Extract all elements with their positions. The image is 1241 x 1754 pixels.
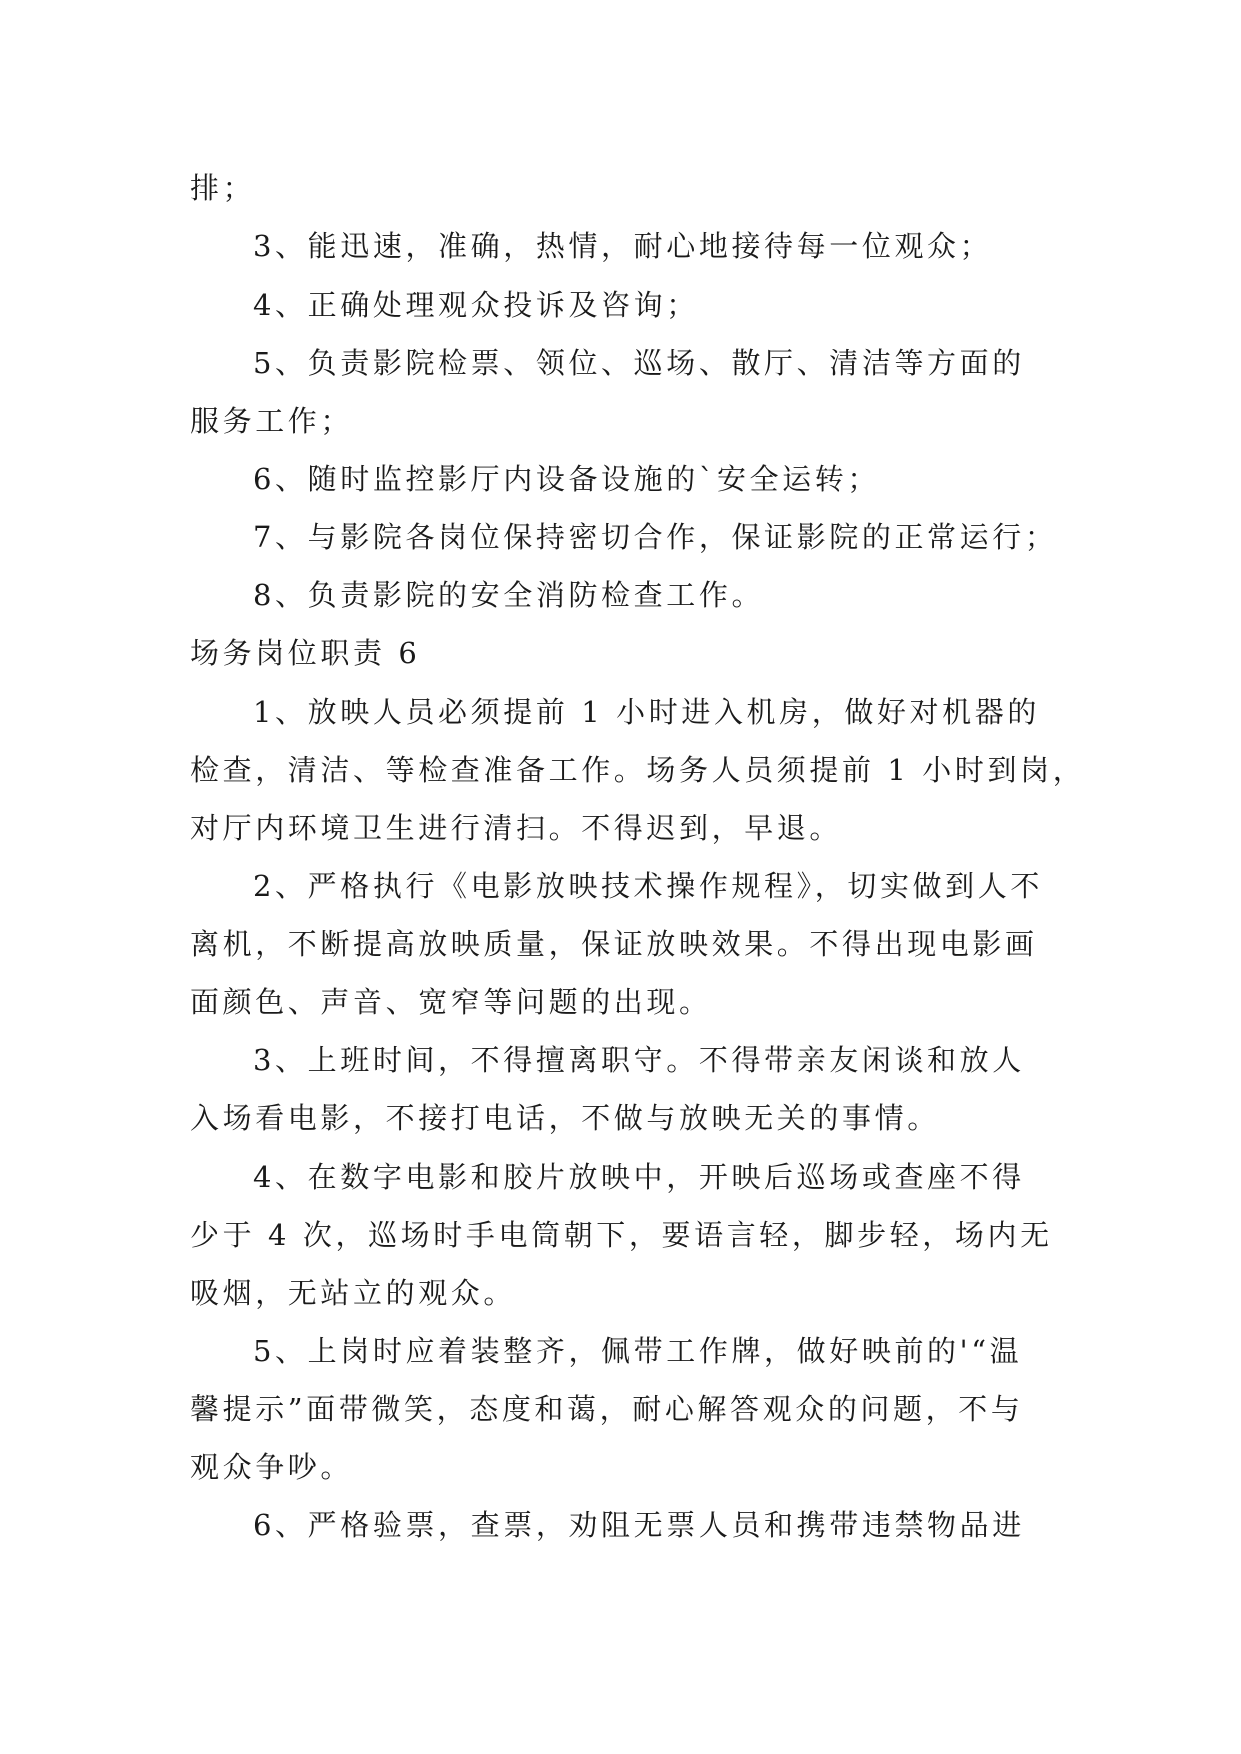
text-line: 对厅内环境卫生进行清扫。不得迟到，早退。 (190, 811, 843, 845)
list-item: 5、上岗时应着装整齐，佩带工作牌，做好映前的'“温 (253, 1334, 1023, 1368)
text-line: 少于 4 次，巡场时手电筒朝下，要语言轻，脚步轻，场内无 (190, 1218, 1053, 1252)
list-item: 4、正确处理观众投诉及咨询； (253, 288, 699, 322)
text-line: 服务工作； (190, 404, 354, 438)
text-line: 观众争吵。 (190, 1450, 354, 1484)
list-item: 2、严格执行《电影放映技术操作规程》，切实做到人不 (253, 869, 1043, 903)
list-item: 6、严格验票，查票，劝阻无票人员和携带违禁物品进 (253, 1508, 1025, 1542)
list-item: 8、负责影院的安全消防检查工作。 (253, 578, 765, 612)
list-item: 5、负责影院检票、领位、巡场、散厅、清洁等方面的 (253, 346, 1025, 380)
list-item: 3、上班时间，不得擅离职守。不得带亲友闲谈和放人 (253, 1043, 1025, 1077)
list-item: 3、能迅速，准确，热情，耐心地接待每一位观众； (253, 229, 993, 263)
text-line: 馨提示”面带微笑，态度和蔼，耐心解答观众的问题，不与 (190, 1392, 1024, 1426)
list-item: 7、与影院各岗位保持密切合作，保证影院的正常运行； (253, 520, 1058, 554)
text-line: 检查，清洁、等检查准备工作。场务人员须提前 1 小时到岗， (190, 753, 1086, 787)
text-line: 面颜色、声音、宽窄等问题的出现。 (190, 985, 712, 1019)
list-item: 1、放映人员必须提前 1 小时进入机房，做好对机器的 (253, 695, 1040, 729)
section-heading: 场务岗位职责 6 (190, 636, 421, 670)
text-line: 离机，不断提高放映质量，保证放映效果。不得出现电影画 (190, 927, 1038, 961)
text-line: 入场看电影，不接打电话，不做与放映无关的事情。 (190, 1101, 940, 1135)
text-line: 吸烟，无站立的观众。 (190, 1276, 517, 1310)
list-item: 4、在数字电影和胶片放映中，开映后巡场或查座不得 (253, 1160, 1025, 1194)
text-line: 排； (190, 171, 256, 205)
list-item: 6、随时监控影厅内设备设施的`安全运转； (253, 462, 880, 496)
